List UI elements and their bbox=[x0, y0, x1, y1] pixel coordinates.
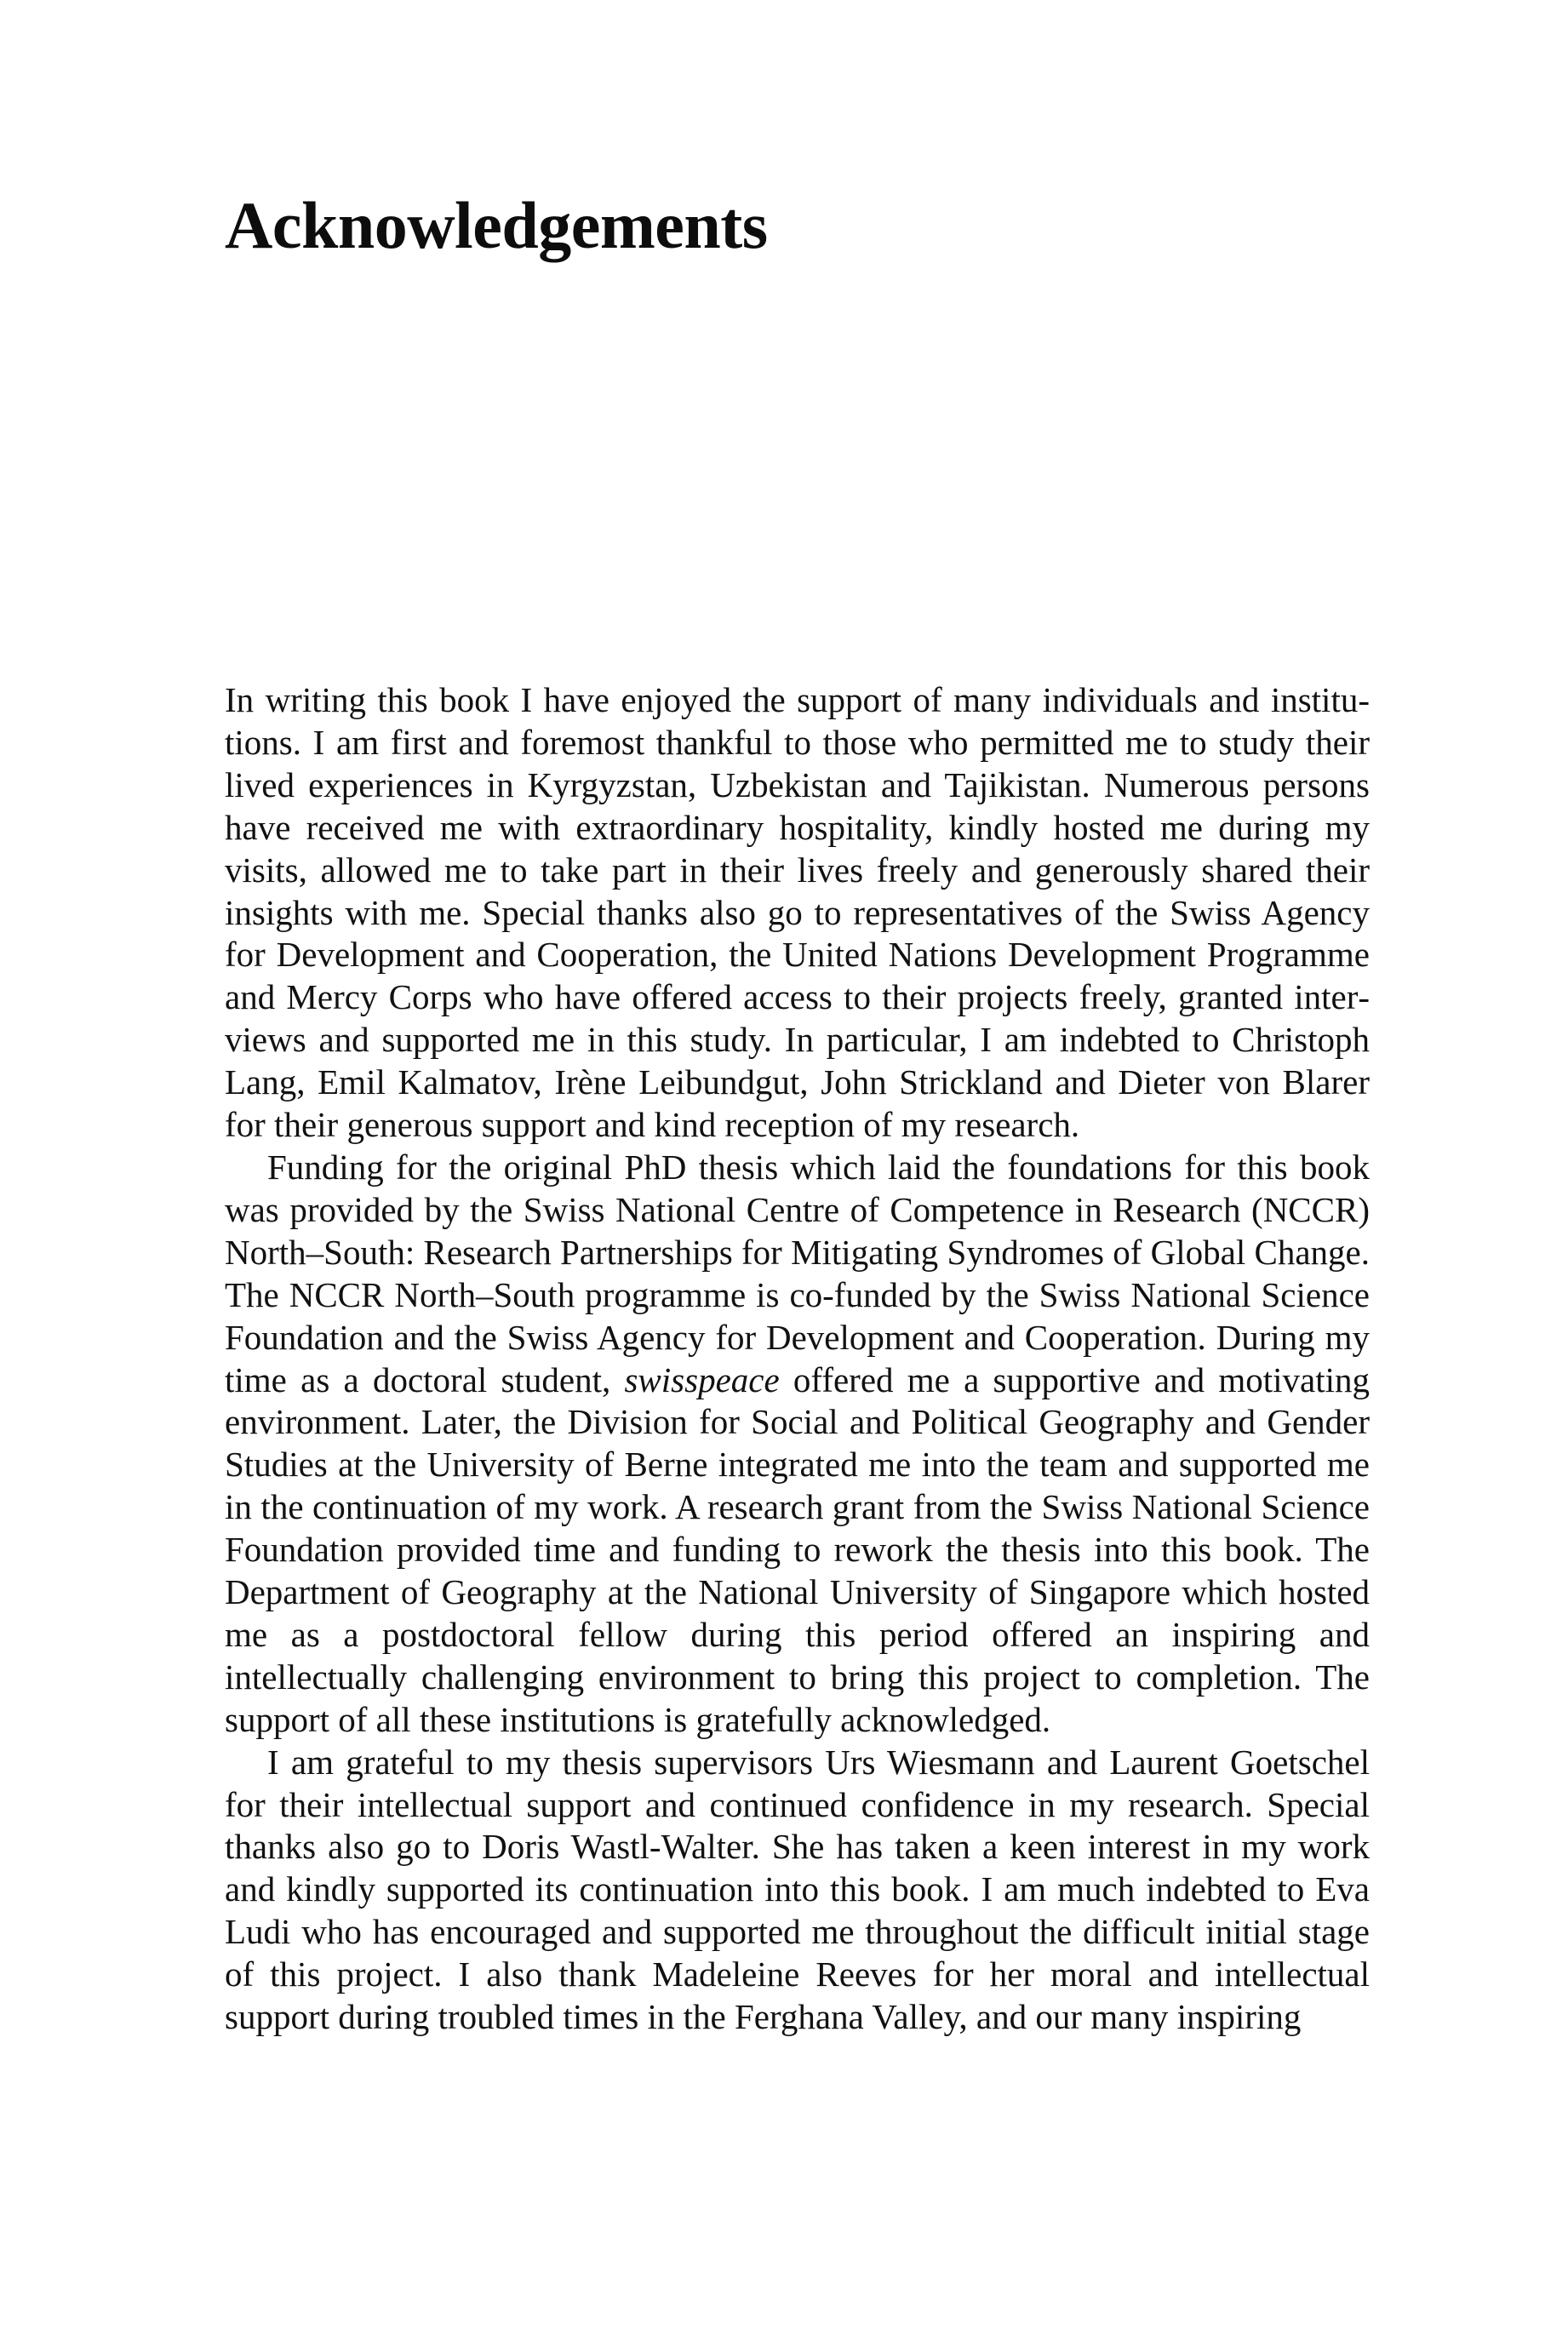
body-text bbox=[225, 679, 1370, 2039]
paragraph-2 bbox=[225, 1147, 1370, 1742]
italic-organization-name: swisspeace bbox=[624, 1359, 780, 1399]
paragraph-1: In writing this book I have enjoyed the support of many individuals and institutions. I am first and foremost thankful to those who permitted me to study their lived experiences in Kyrgyzstan, Uzbekistan and Tajikistan. Numerous persons have received me with extraordinary hospitality, kindly hosted me during my visits, allowed me to take part in their lives freely and generously shared their insights with me. Special thanks also go to representatives of the Swiss Agency for Development and Cooperation, the United Nations Development Programme and Mercy Corps who have offered access to their projects freely, granted interviews and supported me in this study. In particular, I am indebted to Christoph Lang, Emil Kalmatov, Irène Leibundgut, John Strickland and Dieter von Blarer for their generous support and kind reception of my research. bbox=[225, 680, 1370, 1145]
page-title: Acknowledgements bbox=[225, 188, 768, 262]
paragraph-3: I am grateful to my thesis supervisors Urs Wiesmann and Laurent Goetschel for their intellectual support and continued confidence in my research. Special thanks also go to Doris Wastl-Walter. She has taken a keen interest in my work and kindly supported its continuation into this book. I am much indebted to Eva Ludi who has encouraged and supported me throughout the difficult initial stage of this project. I also thank Madeleine Reeves for her moral and intellectual support during troubled times in the Ferghana Valley, and our many inspiring bbox=[225, 1742, 1370, 2037]
paragraph-2-text-start: Funding for the original PhD thesis which laid the foundations for this book was provided by the Swiss National Centre of Competence in Research (NCCR) North–South: Research Partnerships for Mitigating Syndromes of Global Change. The NCCR North–South programme is co-funded by the Swiss National Science Foundation and the Swiss Agency for Development and Cooperation. During my time as a doctoral student, bbox=[225, 1147, 1370, 1399]
paragraph-2-text-end: offered me a supportive and motivating environment. Later, the Division for Social and Political Geography and Gender Studies at the University of Berne integrated me into the team and supported me in the continuation of my work. A research grant from the Swiss National Science Foundation provided time and funding to rework the thesis into this book. The Department of Geography at the National University of Singapore which hosted me as a postdoctoral fellow during this period offered an inspiring and intellectually challenging environment to bring this project to completion. The support of all these institutions is gratefully acknowledged. bbox=[225, 1359, 1370, 1739]
